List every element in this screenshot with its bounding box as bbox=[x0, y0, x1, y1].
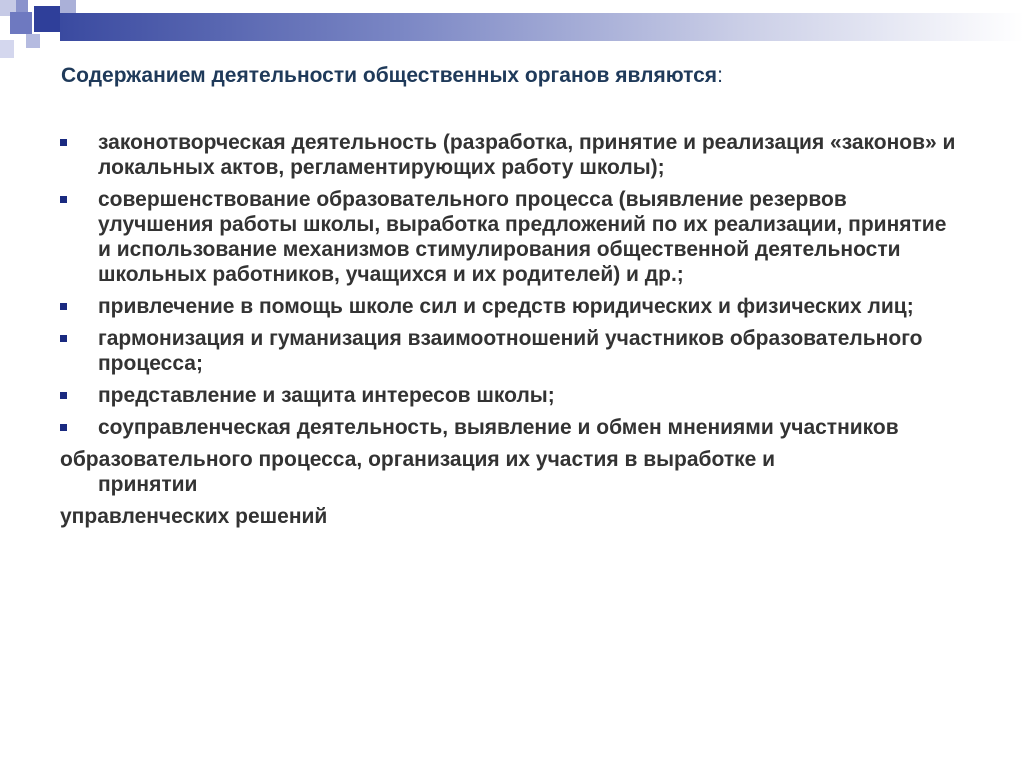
list-item bbox=[60, 415, 960, 440]
decor-square bbox=[0, 40, 14, 58]
header-decoration bbox=[0, 0, 1024, 70]
list-item bbox=[60, 187, 960, 287]
title-colon: : bbox=[717, 64, 723, 87]
list-item bbox=[60, 130, 960, 180]
header-gradient-bar bbox=[60, 13, 1024, 41]
slide-title bbox=[61, 64, 1001, 88]
list-item-text: совершенствование образовательного процесса (выявление резервов улучшения работы школы, выработка предложений по их реализации, принятие и использование механизмов стимулирования общественной деятельности школьных работников, учащихся и их родителей) и др.; bbox=[98, 188, 947, 286]
continuation-paragraph bbox=[60, 447, 960, 497]
square-bullet-icon bbox=[60, 196, 67, 203]
list-item-text: законотворческая деятельность (разработка, принятие и реализация «законов» и локальных актов, регламентирующих работу школы); bbox=[98, 131, 956, 179]
square-bullet-icon bbox=[60, 392, 67, 399]
list-item-text: соуправленческая деятельность, выявление и обмен мнениями участников bbox=[98, 416, 899, 439]
decor-square bbox=[60, 0, 76, 13]
title-text: Содержанием деятельности общественных органов являются bbox=[61, 64, 718, 87]
continuation-line: принятии bbox=[98, 473, 198, 496]
continuation-line: образовательного процесса, организация их участия в выработке и bbox=[60, 448, 776, 471]
decor-square bbox=[16, 0, 28, 12]
decor-square bbox=[10, 12, 32, 34]
continuation-line: управленческих решений bbox=[60, 505, 328, 528]
list-item-text: представление и защита интересов школы; bbox=[98, 384, 555, 407]
list-item bbox=[60, 383, 960, 408]
list-item-text: гармонизация и гуманизация взаимоотношений участников образовательного процесса; bbox=[98, 327, 923, 375]
decor-square bbox=[26, 34, 40, 48]
square-bullet-icon bbox=[60, 139, 67, 146]
list-item-text: привлечение в помощь школе сил и средств юридических и физических лиц; bbox=[98, 295, 914, 318]
square-bullet-icon bbox=[60, 303, 67, 310]
decor-square bbox=[34, 6, 60, 32]
list-item bbox=[60, 326, 960, 376]
square-bullet-icon bbox=[60, 424, 67, 431]
continuation-paragraph bbox=[60, 504, 960, 529]
list-item bbox=[60, 294, 960, 319]
slide-content bbox=[60, 130, 960, 536]
square-bullet-icon bbox=[60, 335, 67, 342]
